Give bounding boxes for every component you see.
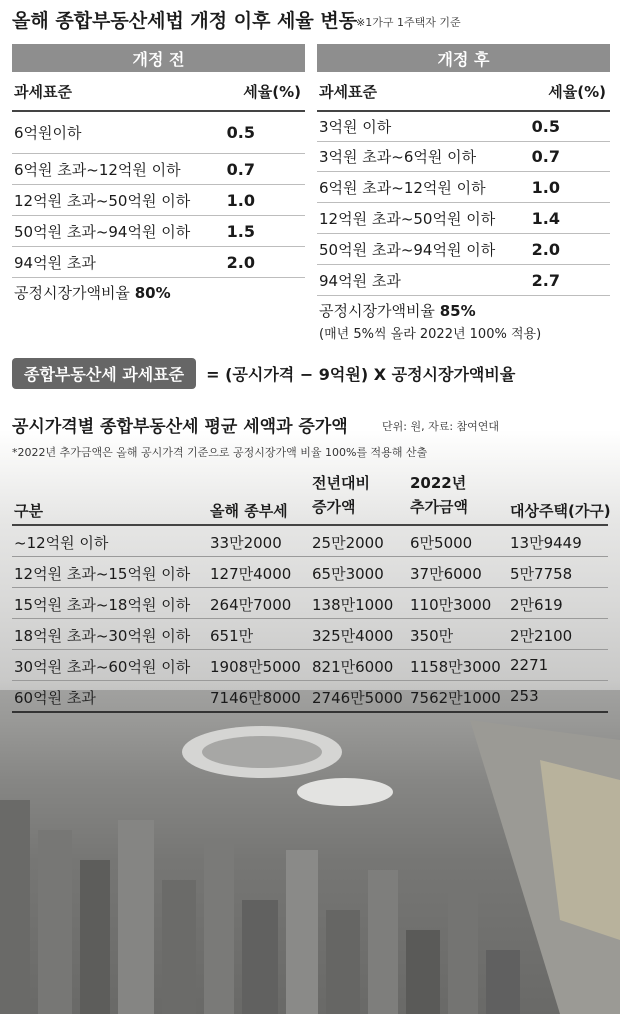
before-row-label: 94억원 초과 xyxy=(14,253,96,272)
cell-this-year-tax: 127만4000 xyxy=(210,565,292,583)
cell-increase: 65만3000 xyxy=(312,565,384,583)
formula-tag: 종합부동산세 과세표준 xyxy=(12,358,196,389)
after-row-label: 50억원 초과~94억원 이하 xyxy=(319,240,496,259)
before-row-rate: 1.0 xyxy=(226,190,255,210)
before-col-rate: 세율(%) xyxy=(243,82,301,101)
after-row-label: 12억원 초과~50억원 이하 xyxy=(319,209,496,228)
formula-expression: = (공시가격 − 9억원) X 공정시장가액비율 xyxy=(206,365,516,384)
cell-increase: 2746만5000 xyxy=(312,689,403,707)
after-ratio-label: 공정시장가액비율 xyxy=(319,302,435,320)
cell-category: 12억원 초과~15억원 이하 xyxy=(14,565,191,583)
header-2022-line1: 2022년 xyxy=(410,474,467,492)
cell-this-year-tax: 33만2000 xyxy=(210,534,282,552)
before-row-label: 50억원 초과~94억원 이하 xyxy=(14,222,191,241)
table-source: 단위: 원, 자료: 참여연대 xyxy=(382,420,500,433)
header-2022-line2: 추가금액 xyxy=(410,498,468,516)
header-category: 구분 xyxy=(14,502,43,520)
cell-increase: 25만2000 xyxy=(312,534,384,552)
before-column-headers xyxy=(12,72,305,112)
before-row-rate: 2.0 xyxy=(226,252,255,272)
after-row-label: 3억원 이하 xyxy=(319,118,392,136)
before-ratio xyxy=(12,278,305,303)
before-panel-header: 개정 전 xyxy=(12,44,305,72)
table-header xyxy=(12,470,611,526)
after-row-label: 6억원 초과~12억원 이하 xyxy=(319,178,486,197)
before-panel xyxy=(12,44,305,303)
after-ratio-note: (매년 5%씩 올라 2022년 100% 적용) xyxy=(319,327,542,342)
before-row xyxy=(12,185,305,216)
cell-2022-additional: 110만3000 xyxy=(410,596,492,614)
cell-target-houses: 13만9449 xyxy=(510,534,582,552)
before-row xyxy=(12,216,305,247)
header-increase-line2: 증가액 xyxy=(312,498,356,516)
after-row-rate: 2.7 xyxy=(531,270,560,290)
before-row xyxy=(12,247,305,278)
table-title: 공시가격별 종합부동산세 평균 세액과 증가액 xyxy=(12,417,348,437)
before-row-rate: 0.7 xyxy=(226,159,255,179)
before-row-label: 6억원 초과~12억원 이하 xyxy=(14,160,181,179)
title-note: ※1가구 1주택자 기준 xyxy=(356,16,461,29)
cell-increase: 821만6000 xyxy=(312,658,394,676)
table-row xyxy=(12,681,608,713)
after-row-rate: 2.0 xyxy=(531,239,560,259)
after-row xyxy=(317,265,610,296)
table-note: *2022년 추가금액은 올해 공시가격 기준으로 공정시장가액 비율 100%를 적용해 산출 xyxy=(12,446,428,459)
before-row-rate: 1.5 xyxy=(226,221,255,241)
after-column-headers xyxy=(317,72,610,112)
after-row-rate: 1.0 xyxy=(531,177,560,197)
after-row-label: 94억원 초과 xyxy=(319,271,401,290)
after-row xyxy=(317,203,610,234)
after-col-base: 과세표준 xyxy=(319,82,377,101)
after-ratio xyxy=(317,296,610,321)
after-row-label: 3억원 초과~6억원 이하 xyxy=(319,148,477,166)
page-title: 올해 종합부동산세법 개정 이후 세율 변동 xyxy=(12,10,358,32)
after-row-rate: 1.4 xyxy=(531,208,560,228)
cell-increase: 138만1000 xyxy=(312,596,394,614)
before-ratio-value: 80% xyxy=(134,284,171,302)
cell-category: 18억원 초과~30억원 이하 xyxy=(14,627,191,645)
table-row xyxy=(12,650,608,681)
cell-target-houses: 2271 xyxy=(510,656,549,674)
cell-this-year-tax: 651만 xyxy=(210,627,254,645)
before-row-label: 12억원 초과~50억원 이하 xyxy=(14,191,191,210)
before-row-rate: 0.5 xyxy=(226,123,255,142)
before-row xyxy=(12,112,305,154)
after-row xyxy=(317,142,610,172)
cell-category: 30억원 초과~60억원 이하 xyxy=(14,658,191,676)
after-row xyxy=(317,112,610,142)
table-row xyxy=(12,526,608,557)
cell-category: ~12억원 이하 xyxy=(14,534,109,552)
cell-2022-additional: 6만5000 xyxy=(410,534,473,552)
cell-target-houses: 253 xyxy=(510,687,539,705)
cell-2022-additional: 350만 xyxy=(410,627,454,645)
cell-category: 60억원 초과 xyxy=(14,689,96,707)
after-row xyxy=(317,234,610,265)
cell-this-year-tax: 1908만5000 xyxy=(210,658,301,676)
after-panel xyxy=(317,44,610,342)
before-row-label: 6억원이하 xyxy=(14,124,82,142)
cell-target-houses: 2만2100 xyxy=(510,627,573,645)
header-target-houses: 대상주택(가구) xyxy=(510,502,611,520)
cell-this-year-tax: 7146만8000 xyxy=(210,689,301,707)
tax-table xyxy=(12,470,611,713)
cell-2022-additional: 1158만3000 xyxy=(410,658,501,676)
cell-2022-additional: 37만6000 xyxy=(410,565,482,583)
after-panel-header: 개정 후 xyxy=(317,44,610,72)
table-row xyxy=(12,619,608,650)
header-this-year-tax: 올해 종부세 xyxy=(210,502,288,520)
cell-target-houses: 2만619 xyxy=(510,596,563,614)
before-col-base: 과세표준 xyxy=(14,82,72,101)
before-row xyxy=(12,154,305,185)
before-ratio-label: 공정시장가액비율 xyxy=(14,284,130,302)
header-increase-line1: 전년대비 xyxy=(312,474,370,492)
after-col-rate: 세율(%) xyxy=(548,82,606,101)
cell-target-houses: 5만7758 xyxy=(510,565,573,583)
after-row xyxy=(317,172,610,203)
table-row xyxy=(12,588,608,619)
formula xyxy=(12,358,515,389)
cell-this-year-tax: 264만7000 xyxy=(210,596,292,614)
cell-category: 15억원 초과~18억원 이하 xyxy=(14,596,191,614)
table-row xyxy=(12,557,608,588)
cell-2022-additional: 7562만1000 xyxy=(410,689,501,707)
after-ratio-value: 85% xyxy=(439,302,476,320)
cell-increase: 325만4000 xyxy=(312,627,394,645)
after-row-rate: 0.7 xyxy=(531,147,560,166)
after-row-rate: 0.5 xyxy=(531,117,560,136)
